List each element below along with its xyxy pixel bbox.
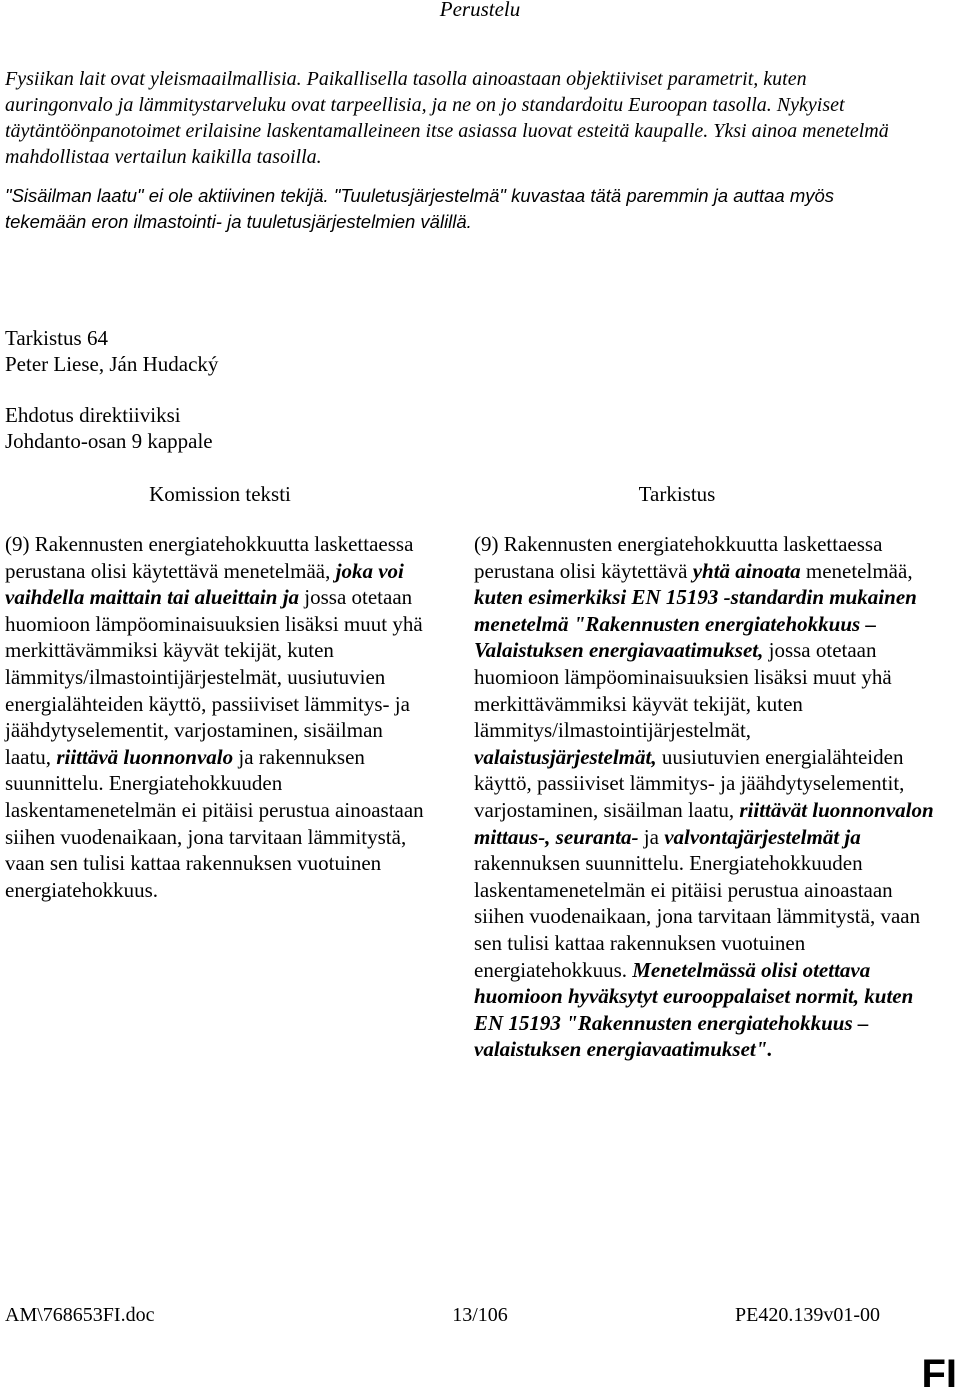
text-segment: (9) Rakennusten energiatehokkuutta laskettaessa perustana olisi käytettävä xyxy=(474,532,883,583)
amendment-text-paragraph xyxy=(474,531,934,1063)
text-segment: ja rakennuksen suunnittelu. Energiatehokkuuden laskentamenetelmän ei pitäisi perustua ainoastaan siihen vuodenaikaan, jona tarvitaan lämmitystä, vaan sen tulisi kattaa rakennuksen vuotuinen energiatehokkuus. xyxy=(5,744,424,902)
justification-heading: Perustelu xyxy=(439,0,521,21)
amendment-text-heading: Tarkistus xyxy=(638,482,716,506)
text-segment: (9) Rakennusten energiatehokkuutta laskettaessa perustana olisi käytettävä menetelmää, xyxy=(5,532,414,583)
inserted-text: kuten esimerkiksi EN 15193 -standardin mukainen menetelmä "Rakennusten energiatehokkuus – Valaistuksen energiavaatimukset, xyxy=(474,585,917,663)
inserted-text: valvontajärjestelmät ja xyxy=(664,824,861,849)
amendment-text-column xyxy=(474,531,934,1063)
text-segment: jossa otetaan huomioon lämpöominaisuuksien lisäksi muut yhä merkittävämmiksi käyvät tekijät, kuten lämmitys/ilmastointijärjestelmät, uusiutuvien energialähteiden käyttö, passiiviset lämmitys- ja jäähdytyselementit, varjostaminen, sisäilman laatu, xyxy=(5,585,423,769)
text-segment: ja xyxy=(643,824,659,849)
pe-reference: PE420.139v01-00 xyxy=(735,1304,880,1326)
page-footer xyxy=(0,1302,960,1332)
justification-text xyxy=(5,66,905,235)
highlighted-text: joka voi vaihdella maittain tai alueittain ja xyxy=(5,558,404,610)
justification-paragraph-1: Fysiikan lait ovat yleismaailmallisia. Paikallisella tasolla ainoastaan objektiiviset parametrit, kuten auringonvalo ja lämmitystarveluku ovat tarpeellisia, ja ne on jo standardoitu Euroopan tasolla. Nykyiset täytäntöönpanotoimet erilaisine laskentamalleineen itse asiassa luovat esteitä kaupalle. Yksi ainoa menetelmä mahdollistaa vertailun kaikilla tasoilla. xyxy=(5,68,889,168)
language-code: FI xyxy=(921,1352,957,1396)
amendment-number: Tarkistus 64 xyxy=(5,326,108,350)
amendment-header xyxy=(5,325,218,377)
proposal-type: Ehdotus direktiiviksi xyxy=(5,403,181,427)
amendment-authors: Peter Liese, Ján Hudacký xyxy=(5,352,219,376)
commission-text-paragraph xyxy=(5,531,425,903)
inserted-text: riittävät luonnonvalon mittaus-, seuranta- xyxy=(474,797,934,849)
inserted-text: valaistusjärjestelmät, xyxy=(474,744,657,769)
inserted-text: Menetelmässä olisi otettava huomioon hyväksytyt eurooppalaiset normit, kuten EN 15193 "Rakennusten energiatehokkuus – valaistuksen energiavaatimukset". xyxy=(474,957,914,1062)
commission-text-column xyxy=(5,531,425,903)
justification-paragraph-2: "Sisäilman laatu" ei ole aktiivinen tekijä. "Tuuletusjärjestelmä" kuvastaa tätä paremmin ja auttaa myös tekemään eron ilmastointi- ja tuuletusjärjestelmien välillä. xyxy=(5,185,835,232)
highlighted-text: riittävä luonnonvalo xyxy=(56,744,234,769)
text-segment: menetelmää, xyxy=(805,558,913,583)
document-reference: AM\768653FI.doc xyxy=(5,1304,155,1326)
text-segment: uusiutuvien energialähteiden käyttö, passiiviset lämmitys- ja jäähdytyselementit, varjostaminen, sisäilman laatu, xyxy=(474,744,905,822)
text-segment: rakennuksen suunnittelu. Energiatehokkuuden laskentamenetelmän ei pitäisi perustua ainoastaan siihen vuodenaikaan, jona tarvitaan lämmitystä, vaan sen tulisi kattaa rakennuksen vuotuinen energiatehokkuus. xyxy=(474,851,921,982)
amendment-reference-block xyxy=(5,402,213,454)
commission-text-heading: Komission teksti xyxy=(149,482,291,506)
inserted-text: yhtä ainoata xyxy=(692,558,801,583)
text-segment: jossa otetaan huomioon lämpöominaisuuksien lisäksi muut yhä merkittävämmiksi käyvät tekijät, kuten lämmitys/ilmastointijärjestelmät, xyxy=(474,638,892,743)
page-number: 13/106 xyxy=(452,1304,508,1326)
amendment-reference: Johdanto-osan 9 kappale xyxy=(5,429,213,453)
